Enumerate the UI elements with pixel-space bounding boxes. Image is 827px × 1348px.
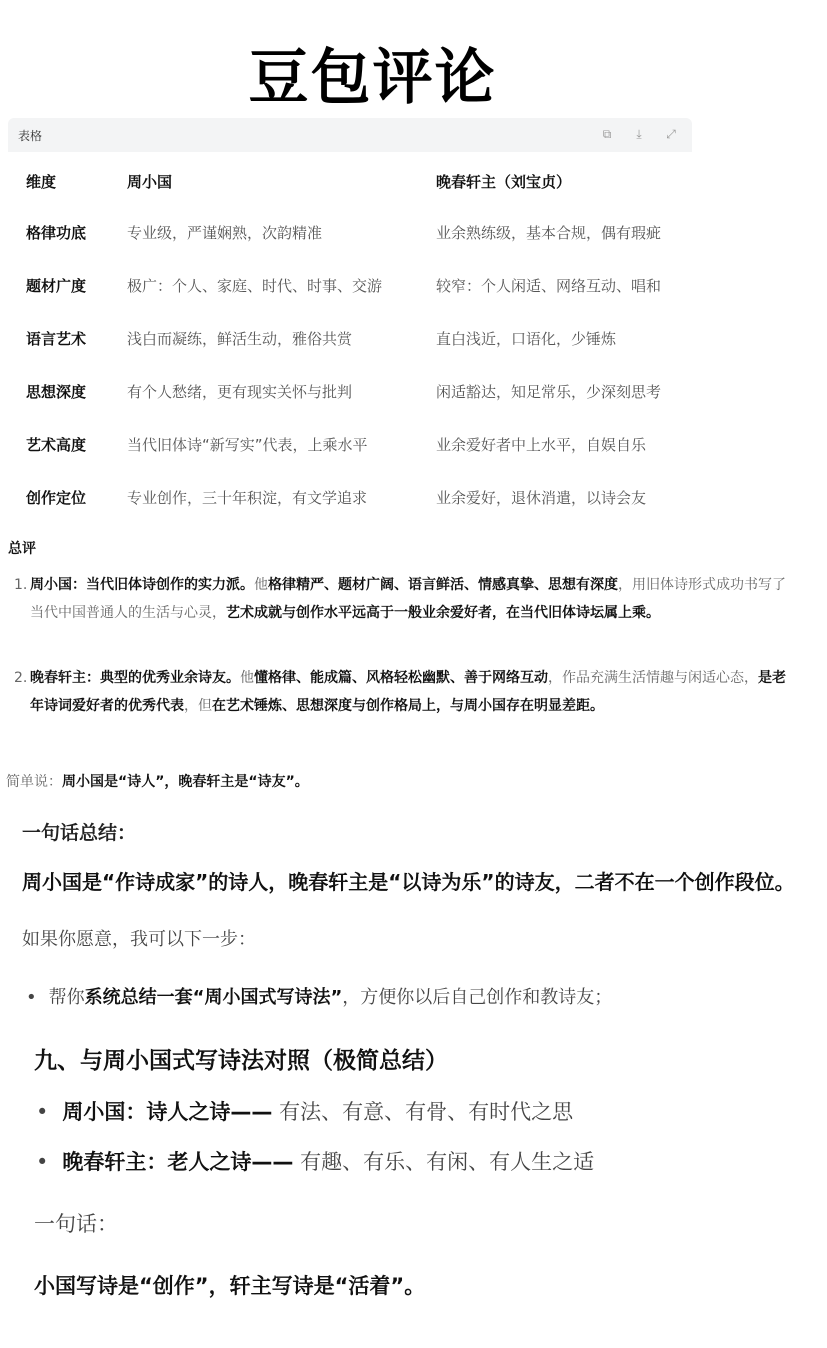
section9-bullet-1 [36, 1096, 573, 1126]
item-bold: 格律精严、题材广阔、语言鲜活、情感真挚、思想有深度 [268, 577, 618, 593]
summary-heading: 总评 [8, 541, 36, 557]
item-bold: 懂格律、能成篇、风格轻松幽默、善于网络互动 [254, 670, 548, 686]
item-text: ，但 [184, 698, 212, 714]
row-label: 艺术高度 [26, 436, 87, 454]
table-cell: 业余熟练级，基本合规，偶有瑕疵 [436, 224, 662, 242]
table-cell: 较窄：个人闲适、网络互动、唱和 [436, 277, 662, 295]
expand-icon[interactable]: ⤢ [666, 127, 676, 141]
simple-summary [6, 768, 309, 796]
bullet-text: 有趣、有乐、有闲、有人生之适 [293, 1150, 595, 1174]
row-label: 语言艺术 [26, 330, 87, 348]
table-cell: 业余爱好，退休消遣，以诗会友 [436, 489, 647, 507]
table-cell: 直白浅近，口语化，少锤炼 [436, 330, 617, 348]
table-cell: 专业创作，三十年积淀，有文学追求 [127, 489, 368, 507]
bullet-text: 有法、有意、有骨、有时代之思 [272, 1100, 574, 1124]
bullet-text: ，方便你以后自己创作和教诗友； [342, 987, 613, 1008]
download-icon[interactable]: ⤓ [636, 127, 642, 141]
table-cell: 有个人愁绪，更有现实关怀与批判 [127, 383, 353, 401]
bullet-dot: • [36, 1150, 49, 1174]
summary-item-1 [14, 571, 794, 627]
bullet-bold: 晚春轩主：老人之诗—— [62, 1150, 294, 1174]
row-label: 创作定位 [26, 489, 87, 507]
row-label: 格律功底 [26, 224, 87, 242]
table-panel [8, 118, 692, 526]
table-cell: 极广：个人、家庭、时代、时事、交游 [127, 277, 383, 295]
page-title: 豆包评论 [248, 43, 497, 113]
one-line-label: 一句话： [34, 1212, 118, 1236]
table-cell: 浅白而凝练，鲜活生动，雅俗共赏 [127, 330, 353, 348]
table-panel-label: 表格 [18, 129, 43, 143]
row-label: 题材广度 [26, 277, 87, 295]
bullet-text: 帮你 [48, 987, 85, 1008]
table-header-cell: 维度 [26, 173, 57, 191]
item-bold: 是老年诗词爱好者的优秀代表 [30, 670, 786, 714]
simple-text: 周小国是“诗人”，晚春轩主是“诗友”。 [62, 774, 309, 790]
summary-item-2 [14, 664, 794, 720]
item-text: ，作品充满生活情趣与闲适心态， [548, 670, 758, 686]
offer-text: 如果你愿意，我可以下一步： [22, 929, 256, 950]
bullet-dot: • [26, 987, 37, 1008]
table-header-cell: 晚春轩主（刘宝贞） [436, 173, 572, 191]
bullet-dot: • [36, 1100, 49, 1124]
item-lead: 周小国：当代旧体诗创作的实力派。 [30, 577, 254, 593]
bullet-bold: 系统总结一套“周小国式写诗法” [84, 987, 343, 1008]
copy-icon[interactable]: ⧉ [602, 127, 612, 141]
item-text: 他 [254, 577, 268, 593]
offer-bullet [26, 983, 612, 1009]
table-header-cell: 周小国 [127, 173, 173, 191]
table-cell: 专业级，严谨娴熟，次韵精准 [127, 224, 323, 242]
item-text: 他 [240, 670, 254, 686]
one-line-text: 小国写诗是“创作”，轩主写诗是“活着”。 [34, 1274, 426, 1298]
item-text: ，用旧体诗形式成功书写了当代中国普通人的生活与心灵， [30, 577, 786, 621]
list-number: 2. [14, 670, 28, 686]
item-bold: 艺术成就与创作水平远高于一般业余爱好者，在当代旧体诗坛属上乘。 [226, 605, 660, 621]
section9-bullet-2 [36, 1146, 594, 1176]
conclusion-heading: 一句话总结： [22, 822, 137, 844]
table-cell: 当代旧体诗“新写实”代表，上乘水平 [127, 436, 368, 454]
table-cell: 业余爱好者中上水平，自娱自乐 [436, 436, 647, 454]
item-bold: 在艺术锤炼、思想深度与创作格局上，与周小国存在明显差距。 [212, 698, 604, 714]
item-lead: 晚春轩主：典型的优秀业余诗友。 [30, 670, 240, 686]
table-panel-header [8, 118, 692, 152]
conclusion-text: 周小国是“作诗成家”的诗人，晚春轩主是“以诗为乐”的诗友，二者不在一个创作段位。 [22, 870, 795, 894]
list-number: 1. [14, 577, 28, 593]
section9-heading: 九、与周小国式写诗法对照（极简总结） [34, 1048, 448, 1074]
table-cell: 闲适豁达，知足常乐，少深刻思考 [436, 383, 662, 401]
row-label: 思想深度 [26, 383, 87, 401]
bullet-bold: 周小国：诗人之诗—— [62, 1100, 273, 1124]
simple-prefix: 简单说： [6, 774, 62, 790]
